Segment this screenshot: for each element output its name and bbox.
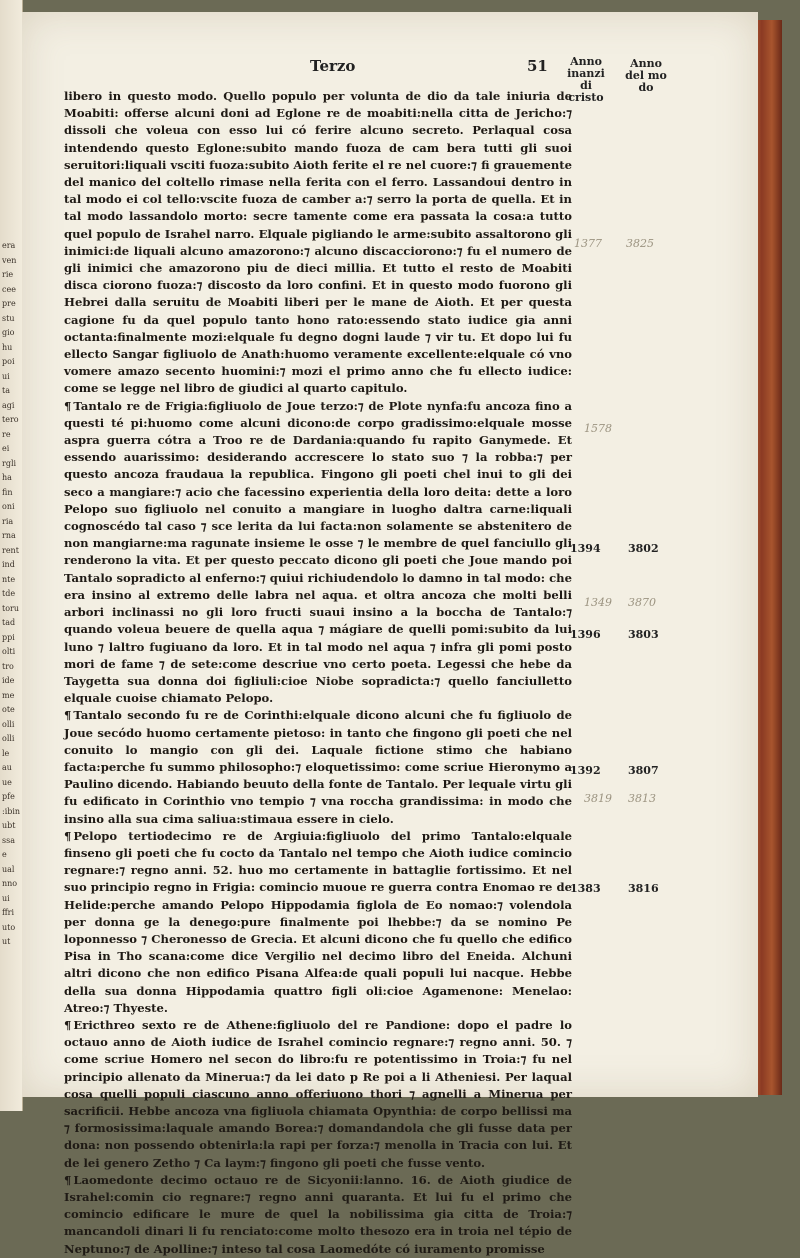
previous-page-fragment: ue xyxy=(2,777,12,787)
faint-marginal-number: 1578 xyxy=(584,422,612,435)
previous-page-fragment: ppi xyxy=(2,632,15,642)
previous-page-fragment: re xyxy=(2,429,11,439)
previous-page-fragment: rgli xyxy=(2,458,17,468)
anno-mondo-value: 3803 xyxy=(628,628,659,641)
previous-page-fragment: ei xyxy=(2,444,10,453)
previous-page-fragment: hu xyxy=(2,342,13,352)
previous-page-fragment: gio xyxy=(2,328,15,337)
previous-page-fragment: fin xyxy=(2,487,13,497)
previous-page-fragment: :ibin xyxy=(2,806,21,816)
previous-page-fragment: rna xyxy=(2,531,16,540)
previous-page-fragment: olli xyxy=(2,734,15,743)
faint-marginal-number: 3819 xyxy=(584,792,612,805)
anno-mondo-value: 3807 xyxy=(628,764,659,777)
anno-inanzi-value: 1394 xyxy=(570,542,601,555)
folio-number: 51 xyxy=(527,57,548,75)
pilcrow-mark: ¶ xyxy=(64,828,72,843)
faint-marginal-number: 3813 xyxy=(628,792,656,805)
previous-page-fragment: tero xyxy=(2,415,19,424)
previous-page-fragment: ide xyxy=(2,676,15,685)
paragraph-aioth: libero in questo modo. Quello populo per volunta de dio da tale iniuria de Moabiti: offerse alcuni doni ad Eglone re de moabiti:nella citta de Jericho:⁊ dissoli che voleua con esso lui có ferire alcuno secreto. Perlaqual cosa intendendo questo Eglone:subito mando fuoza de cam bera tutti gli suoi seruitori:liquali vsciti fuoza:subito Aioth ferite el re nel cuore:⁊ fi grauemente del manico del coltello rimase nella ferita con el ferro. Lassandoui dentro in tal modo ei col tello:vscite fuoza de camber a:⁊ serro la porta de quella. Et in tal modo lassandolo morto: secre tamente come era passata la cosa:a tutto quel populo de Israhel narro. Elquale pigliando le arme:subito assaltorono gli inimici:de liquali alcuno amazorono:⁊ alcuno discacciorono:⁊ fu el numero de gli inimici che amazorono piu de dieci millia. Et tutto el resto de Moabiti disca ciorono fuoza:⁊ discosto da loro confini. Et in questo modo fuorono gli Hebrei dalla seruitu de Moabiti liberi per le mane de Aioth. Et per questa cagione fu da quel populo tanto hono rato:essendo stato iudice gia anni octanta:finalmente mozi:elquale fu degno dogni laude ⁊ vir tu. Et dopo lui fu ellecto Sangar figliuolo de Anath:huomo veramente excellente:elquale có vno vomere amazo secento huomini:⁊ mozi el primo anno che fu ellecto iudice: come se legge nel libro de giudici al quarto capitulo. xyxy=(64,89,572,396)
anno-inanzi-value: 1383 xyxy=(570,882,601,895)
anno-inanzi-value: 1396 xyxy=(570,628,601,641)
previous-page-fragment: ubt xyxy=(2,821,16,830)
entry-laomedonte xyxy=(64,1172,572,1258)
previous-page-fragment: rie xyxy=(2,270,14,279)
previous-page-fragment: cee xyxy=(2,284,16,294)
previous-page-fragment: ut xyxy=(2,937,11,946)
previous-page-fragment: oni xyxy=(2,502,15,511)
entry-text: Ericthreo sexto re de Athene:figliuolo del re Pandione: dopo el padre lo octauo anno de Aioth iudice de Israhel comincio regnare:⁊ regno anni. 50. ⁊ come scriue Homero nel secon do libro:fu re potentissimo in Troia:⁊ fu nel principio allenato da Minerua:⁊ da lei dato p Re poi a li Atheniesi. Per laqual cosa quelli populi ciascuno anno offeriuono thori ⁊ agnelli a Minerua per sacrificii. Hebbe ancoza vna figliuola chiamata Opynthia: de corpo bellissi ma ⁊ formosissima:laquale amando Borea:⁊ domandandola che gli fusse data per dona: non possendo obtenirla:la rapi per forza:⁊ menolla in Tracia con lui. Et de lei genero Zetho ⁊ Ca laym:⁊ fingono gli poeti che fusse vento. xyxy=(64,1017,572,1170)
previous-page-fragment: ui xyxy=(2,371,10,381)
previous-page-fragment: rent xyxy=(2,545,19,555)
book-page xyxy=(22,12,758,1256)
faint-marginal-number: 1349 xyxy=(584,596,612,609)
anno-inanzi-value: 1392 xyxy=(570,764,601,777)
entry-pelopo xyxy=(64,828,572,1017)
running-title: Terzo xyxy=(310,57,356,75)
previous-page-fragment: tad xyxy=(2,618,16,627)
previous-page-fragment: tro xyxy=(2,661,14,671)
previous-page-fragment: me xyxy=(2,690,15,700)
previous-page-fragment: olti xyxy=(2,647,16,656)
previous-page-fragment: ha xyxy=(2,473,12,482)
previous-page-fragment: e xyxy=(2,850,7,859)
previous-page-fragment: toru xyxy=(2,603,20,613)
entry-tantalo-frigia xyxy=(64,398,572,708)
previous-page-fragment: ven xyxy=(2,255,17,265)
pilcrow-mark: ¶ xyxy=(64,1017,72,1032)
previous-page-fragment: era xyxy=(2,241,16,250)
entry-text: Tantalo re de Frigia:figliuolo de Joue terzo:⁊ de Plote nynfa:fu ancoza fino a questi té pi:huomo come alcuni dicono:de corpo gradissimo:elquale mosse aspra guerra cótra a Troo re de Dardania:quando fu rapito Ganymede. Et essendo auarissimo: desiderando accrescere lo stato suo ⁊ la robba:⁊ per questo ancoza fraudaua la republica. Fingono gli poeti chel inui to gli dei seco a mangiare:⁊ acio che facessino experientia della loro deita: dette a loro Pelopo suo figliuolo nel conuito a mangiare in luogho daltra carne:liquali cognoscédo tal caso ⁊ sce lerita da lui facta:non solamente se abstenitero de non mangiarne:ma ragunate insieme le osse ⁊ le membre de quel fanciullo gli renderono la vita. Et per questo peccato dicono gli poeti che Joue mando poi Tantalo sopradicto al enferno:⁊ quiui richiudendolo lo damno in tal modo: che era insino al extremo delle labra nel aqua. et oltra ancoza che molti belli arbori inclinassi no gli loro fructi suaui insino a la boccha de Tantalo:⁊ quando voleua beuere de quella aqua ⁊ mágiare de quelli pomi:subito da lui luno ⁊ laltro fugiuano da loro. Et in tal modo nel aqua ⁊ infra gli pomi posto mori de fame ⁊ de sete:come descriue vno certo poeta. Legessi che hebe da Taygetta sua donna doi figliuli:cioe Niobe sopradicta:⁊ quello fanciulletto elquale cuoise chiamato Pelopo. xyxy=(64,398,572,706)
previous-page-edge xyxy=(0,0,23,1111)
previous-page-fragment: nte xyxy=(2,574,16,584)
entry-text: Laomedonte decimo octauo re de Sicyonii:lanno. 16. de Aioth giudice de Israhel:comin cio regnare:⁊ regno anni quaranta. Et lui fu el primo che comincio edificare le mure de quel la nobilissima gia citta de Troia:⁊ mancandoli dinari li fu renciato:come molto thesozo era in troia nel tépio de Neptuno:⁊ de Apolline:⁊ inteso tal cosa Laomedóte có iuramento promisse xyxy=(64,1172,572,1256)
pilcrow-mark: ¶ xyxy=(64,708,72,723)
previous-page-fragment: pfe xyxy=(2,792,15,801)
previous-page-fragment: ria xyxy=(2,516,14,526)
pilcrow-mark: ¶ xyxy=(64,1172,72,1187)
previous-page-fragment: ual xyxy=(2,864,15,874)
column-header-anno-mondo: Anno del mo do xyxy=(625,57,667,94)
column-header-anno-inanzi: Anno inanzi di cristo xyxy=(567,55,605,104)
previous-page-fragment: ote xyxy=(2,705,15,714)
faint-marginal-number: 3870 xyxy=(628,596,656,609)
previous-page-fragment: olli xyxy=(2,719,15,729)
previous-page-fragment: pre xyxy=(2,299,16,308)
previous-page-fragment: ui xyxy=(2,893,10,903)
previous-page-fragment: stu xyxy=(2,313,15,323)
previous-page-fragment: le xyxy=(2,748,10,758)
faint-marginal-number: 1377 xyxy=(574,237,602,250)
previous-page-fragment: nno xyxy=(2,879,18,888)
previous-page-fragment: ssa xyxy=(2,835,15,845)
anno-mondo-value: 3802 xyxy=(628,542,659,555)
previous-page-fragment: poi xyxy=(2,357,15,366)
faint-marginal-number: 3825 xyxy=(626,237,654,250)
main-text-column xyxy=(64,88,572,1258)
previous-page-fragment: uto xyxy=(2,922,16,932)
previous-page-fragment: ta xyxy=(2,386,10,395)
previous-page-fragment: tde xyxy=(2,589,16,598)
previous-page-fragment: ind xyxy=(2,560,15,569)
entry-text: Tantalo secondo fu re de Corinthi:elquale dicono alcuni che fu figliuolo de Joue secódo huomo certamente pietoso: in tanto che fingono gli poeti che nel conuito lo mangio con gli dei. Laquale fictione stimo che habiano facta:perche fu summo philosopho:⁊ eloquetissimo: come scriue Hieronymo a Paulino dicendo. Habiando beuuto della fonte de Tantalo. Per lequale virtu gli fu edificato in Corinthio vno tempio ⁊ vna roccha grandissima: in modo che insino alla sua cima saliua:stimaua essere in cielo. xyxy=(64,708,572,826)
entry-text: Pelopo tertiodecimo re de Argiuia:figliuolo del primo Tantalo:elquale finseno gli poeti che fu cocto da Tantalo nel tempo che Aioth iudice comincio regnare:⁊ regno anni. 52. huo mo certamente in battaglie fortissimo. Et nel suo principio regno in Frigia: comincio muoue re guerra contra Enomao re de Helide:perche amando Pelopo Hippodamia figlola de Eo nomao:⁊ volendola per donna ge la denego:pure finalmente poi lhebbe:⁊ da se nomino Pe loponnesso ⁊ Cheronesso de Grecia. Et alcuni dicono che fu quello che edifico Pisa in Tho scana:come dice Vergilio nel decimo libro del Eneida. Alchuni altri dicono che non edifico Pisana Alfea:de quali populi lui nacque. Hebbe della sua donna Hippodamia quattro figli oli:cioe Agamenone: Menelao: Atreo:⁊ Thyeste. xyxy=(64,828,572,1015)
previous-page-fragment: au xyxy=(2,763,12,772)
previous-page-fragment: agi xyxy=(2,400,15,410)
pilcrow-mark: ¶ xyxy=(64,398,72,413)
anno-mondo-value: 3816 xyxy=(628,882,659,895)
entry-ericthreo xyxy=(64,1017,572,1172)
entry-tantalo-corinthi xyxy=(64,707,572,827)
previous-page-fragment: ffri xyxy=(2,908,15,917)
